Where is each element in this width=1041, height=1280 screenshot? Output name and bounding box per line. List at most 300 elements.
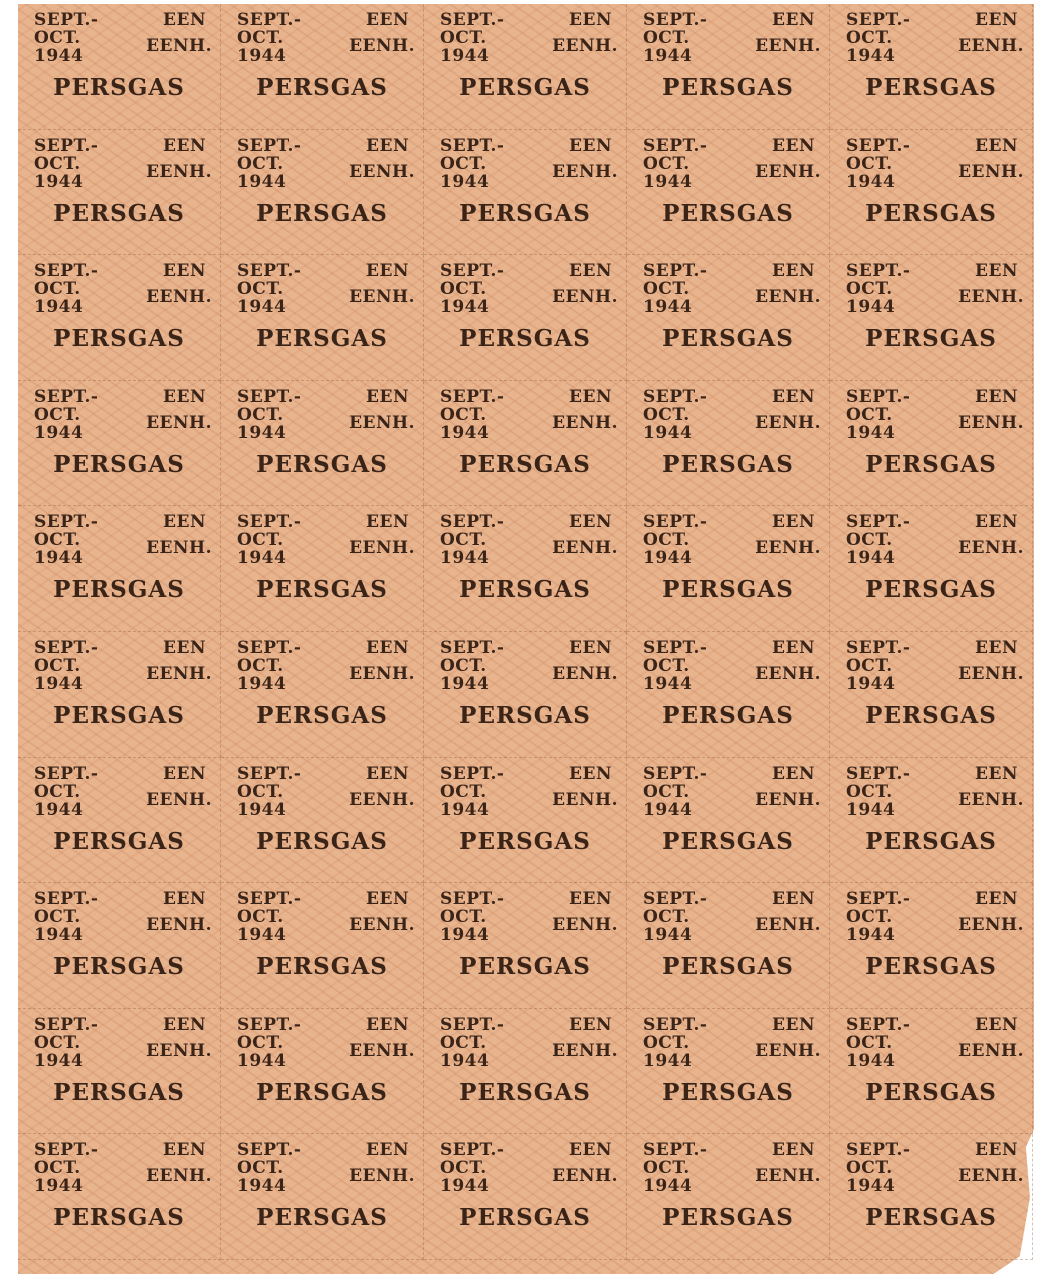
- coupon-title: PERSGAS: [662, 1078, 794, 1106]
- coupon-month-end: OCT.: [34, 1158, 81, 1179]
- coupon-year: 1944: [34, 1050, 84, 1071]
- coupon: [424, 1134, 627, 1260]
- coupon-title: PERSGAS: [865, 74, 997, 101]
- coupon-unit-label: EENH.: [146, 287, 212, 308]
- coupon-unit-label: EENH.: [146, 412, 212, 433]
- coupon-month-start: SEPT.-: [237, 512, 302, 533]
- coupon-month-end: OCT.: [846, 907, 893, 928]
- coupon-month-end: OCT.: [846, 530, 893, 551]
- coupon-title: PERSGAS: [459, 450, 591, 478]
- coupon-unit-label: EENH.: [958, 161, 1024, 182]
- coupon-unit-count: EEN: [569, 1140, 612, 1161]
- coupon-month-start: SEPT.-: [643, 1014, 708, 1035]
- coupon-year: 1944: [643, 1050, 693, 1071]
- coupon: [221, 1009, 424, 1135]
- coupon-title: PERSGAS: [53, 199, 185, 227]
- coupon-month-end: OCT.: [237, 530, 284, 551]
- coupon: [221, 883, 424, 1009]
- coupon-unit-count: EEN: [569, 386, 612, 407]
- coupon: [221, 255, 424, 381]
- coupon-month-start: SEPT.-: [846, 637, 911, 658]
- coupon-title: PERSGAS: [865, 199, 997, 227]
- coupon-month-end: OCT.: [237, 1032, 284, 1053]
- coupon-year: 1944: [440, 925, 490, 946]
- coupon-year: 1944: [846, 925, 896, 946]
- coupon-month-start: SEPT.-: [643, 10, 708, 30]
- coupon-unit-count: EEN: [975, 386, 1018, 407]
- coupon-month-end: OCT.: [440, 1032, 487, 1053]
- coupon-unit-label: EENH.: [552, 915, 618, 936]
- coupon-unit-label: EENH.: [552, 1166, 618, 1187]
- coupon-year: 1944: [846, 799, 896, 820]
- coupon-unit-count: EEN: [163, 1014, 206, 1035]
- coupon-title: PERSGAS: [256, 450, 388, 478]
- coupon-year: 1944: [440, 46, 490, 66]
- coupon-unit-count: EEN: [975, 1140, 1018, 1161]
- coupon-year: 1944: [237, 422, 287, 443]
- coupon-title: PERSGAS: [662, 827, 794, 855]
- coupon-unit-label: EENH.: [958, 1040, 1024, 1061]
- coupon-unit-label: EENH.: [755, 538, 821, 559]
- coupon-month-end: OCT.: [237, 907, 284, 928]
- coupon-unit-label: EENH.: [146, 161, 212, 182]
- coupon-title: PERSGAS: [459, 199, 591, 227]
- coupon: [424, 632, 627, 758]
- coupon-month-start: SEPT.-: [237, 763, 302, 784]
- coupon-year: 1944: [237, 799, 287, 820]
- coupon-unit-label: EENH.: [958, 663, 1024, 684]
- coupon-year: 1944: [237, 925, 287, 946]
- coupon-month-end: OCT.: [34, 907, 81, 928]
- coupon-unit-count: EEN: [569, 135, 612, 156]
- coupon-unit-label: EENH.: [146, 663, 212, 684]
- coupon-month-start: SEPT.-: [237, 261, 302, 282]
- coupon-month-end: OCT.: [34, 655, 81, 676]
- coupon-unit-label: EENH.: [755, 36, 821, 56]
- coupon-grid: [18, 4, 1034, 1260]
- coupon: [627, 632, 830, 758]
- coupon-month-end: OCT.: [440, 530, 487, 551]
- coupon: [627, 381, 830, 507]
- coupon-unit-count: EEN: [772, 1014, 815, 1035]
- coupon-year: 1944: [846, 1176, 896, 1197]
- coupon-unit-label: EENH.: [958, 1166, 1024, 1187]
- coupon-title: PERSGAS: [459, 701, 591, 729]
- coupon-month-end: OCT.: [846, 404, 893, 425]
- coupon-title: PERSGAS: [662, 953, 794, 981]
- coupon-year: 1944: [34, 799, 84, 820]
- coupon-month-end: OCT.: [237, 1158, 284, 1179]
- coupon-title: PERSGAS: [865, 1204, 997, 1232]
- coupon-unit-label: EENH.: [146, 36, 212, 56]
- coupon: [830, 255, 1033, 381]
- coupon-unit-count: EEN: [163, 135, 206, 156]
- coupon-year: 1944: [643, 925, 693, 946]
- coupon: [627, 255, 830, 381]
- coupon: [221, 758, 424, 884]
- coupon-month-end: OCT.: [846, 279, 893, 300]
- coupon: [424, 255, 627, 381]
- coupon-month-end: OCT.: [643, 28, 690, 48]
- coupon-year: 1944: [846, 297, 896, 318]
- coupon: [830, 381, 1033, 507]
- coupon-unit-count: EEN: [569, 10, 612, 30]
- coupon-title: PERSGAS: [662, 199, 794, 227]
- coupon-unit-count: EEN: [366, 763, 409, 784]
- coupon-title: PERSGAS: [53, 325, 185, 353]
- coupon-title: PERSGAS: [256, 953, 388, 981]
- coupon-unit-count: EEN: [163, 889, 206, 910]
- coupon-unit-count: EEN: [366, 1014, 409, 1035]
- coupon-month-end: OCT.: [846, 28, 893, 48]
- coupon-month-start: SEPT.-: [643, 763, 708, 784]
- coupon: [221, 130, 424, 256]
- coupon-unit-count: EEN: [975, 135, 1018, 156]
- coupon-month-end: OCT.: [846, 655, 893, 676]
- coupon-title: PERSGAS: [256, 1204, 388, 1232]
- coupon-title: PERSGAS: [459, 74, 591, 101]
- coupon-month-start: SEPT.-: [643, 386, 708, 407]
- coupon-year: 1944: [643, 422, 693, 443]
- coupon-unit-label: EENH.: [552, 161, 618, 182]
- coupon-month-end: OCT.: [643, 1158, 690, 1179]
- coupon-title: PERSGAS: [256, 74, 388, 101]
- coupon-year: 1944: [440, 673, 490, 694]
- coupon-unit-label: EENH.: [349, 663, 415, 684]
- coupon-unit-count: EEN: [772, 889, 815, 910]
- coupon-title: PERSGAS: [459, 1204, 591, 1232]
- coupon-month-start: SEPT.-: [846, 1140, 911, 1161]
- coupon-unit-count: EEN: [569, 1014, 612, 1035]
- coupon-year: 1944: [846, 673, 896, 694]
- coupon: [18, 506, 221, 632]
- coupon: [627, 758, 830, 884]
- coupon-unit-count: EEN: [366, 637, 409, 658]
- coupon-title: PERSGAS: [865, 576, 997, 604]
- coupon-title: PERSGAS: [662, 450, 794, 478]
- coupon-month-end: OCT.: [643, 279, 690, 300]
- coupon-month-start: SEPT.-: [846, 261, 911, 282]
- coupon-month-start: SEPT.-: [440, 10, 505, 30]
- coupon-unit-label: EENH.: [552, 36, 618, 56]
- coupon-unit-label: EENH.: [146, 538, 212, 559]
- coupon-title: PERSGAS: [256, 576, 388, 604]
- coupon-month-end: OCT.: [34, 279, 81, 300]
- coupon-title: PERSGAS: [53, 827, 185, 855]
- coupon-month-end: OCT.: [440, 28, 487, 48]
- coupon-unit-label: EENH.: [349, 789, 415, 810]
- coupon-month-start: SEPT.-: [846, 386, 911, 407]
- coupon-year: 1944: [643, 297, 693, 318]
- coupon-month-end: OCT.: [237, 28, 284, 48]
- coupon-year: 1944: [237, 1176, 287, 1197]
- coupon: [424, 4, 627, 130]
- coupon-year: 1944: [34, 422, 84, 443]
- coupon-year: 1944: [846, 46, 896, 66]
- coupon-year: 1944: [846, 1050, 896, 1071]
- coupon-month-end: OCT.: [237, 781, 284, 802]
- coupon: [627, 1009, 830, 1135]
- coupon-unit-count: EEN: [569, 763, 612, 784]
- coupon-title: PERSGAS: [865, 325, 997, 353]
- coupon: [830, 632, 1033, 758]
- coupon: [424, 381, 627, 507]
- coupon-unit-count: EEN: [163, 261, 206, 282]
- coupon-unit-count: EEN: [163, 10, 206, 30]
- coupon-unit-label: EENH.: [755, 1040, 821, 1061]
- coupon-title: PERSGAS: [459, 325, 591, 353]
- coupon-month-start: SEPT.-: [34, 261, 99, 282]
- coupon-unit-count: EEN: [975, 889, 1018, 910]
- coupon-month-end: OCT.: [237, 404, 284, 425]
- coupon-month-start: SEPT.-: [846, 512, 911, 533]
- coupon-month-end: OCT.: [440, 279, 487, 300]
- coupon-unit-count: EEN: [366, 386, 409, 407]
- coupon-year: 1944: [643, 46, 693, 66]
- coupon-unit-count: EEN: [163, 386, 206, 407]
- coupon: [627, 1134, 830, 1260]
- coupon-month-start: SEPT.-: [34, 1140, 99, 1161]
- coupon-month-start: SEPT.-: [237, 1140, 302, 1161]
- coupon-year: 1944: [643, 171, 693, 192]
- coupon-unit-count: EEN: [366, 135, 409, 156]
- coupon-month-start: SEPT.-: [440, 1140, 505, 1161]
- coupon-unit-label: EENH.: [958, 287, 1024, 308]
- coupon-month-start: SEPT.-: [34, 889, 99, 910]
- coupon-unit-count: EEN: [772, 135, 815, 156]
- coupon-unit-label: EENH.: [755, 915, 821, 936]
- coupon-month-start: SEPT.-: [643, 1140, 708, 1161]
- coupon-year: 1944: [237, 548, 287, 569]
- coupon-year: 1944: [440, 171, 490, 192]
- coupon-year: 1944: [34, 673, 84, 694]
- coupon-unit-count: EEN: [366, 261, 409, 282]
- coupon-title: PERSGAS: [662, 74, 794, 101]
- coupon: [627, 130, 830, 256]
- coupon-unit-count: EEN: [975, 10, 1018, 30]
- coupon-unit-label: EENH.: [146, 1040, 212, 1061]
- coupon-unit-label: EENH.: [755, 789, 821, 810]
- coupon: [830, 130, 1033, 256]
- coupon-unit-count: EEN: [366, 512, 409, 533]
- coupon-year: 1944: [643, 799, 693, 820]
- coupon: [830, 1134, 1033, 1260]
- coupon-unit-count: EEN: [772, 386, 815, 407]
- coupon-month-start: SEPT.-: [643, 512, 708, 533]
- coupon: [424, 758, 627, 884]
- coupon: [627, 4, 830, 130]
- coupon: [18, 4, 221, 130]
- coupon-unit-label: EENH.: [349, 412, 415, 433]
- coupon-year: 1944: [643, 1176, 693, 1197]
- coupon-month-end: OCT.: [846, 153, 893, 174]
- coupon-unit-label: EENH.: [552, 412, 618, 433]
- coupon: [424, 1009, 627, 1135]
- coupon-unit-label: EENH.: [958, 915, 1024, 936]
- coupon-unit-label: EENH.: [146, 915, 212, 936]
- coupon-unit-label: EENH.: [958, 789, 1024, 810]
- coupon-month-start: SEPT.-: [643, 261, 708, 282]
- coupon-title: PERSGAS: [256, 1078, 388, 1106]
- coupon-unit-label: EENH.: [755, 412, 821, 433]
- coupon-unit-count: EEN: [163, 1140, 206, 1161]
- coupon-month-start: SEPT.-: [846, 1014, 911, 1035]
- coupon-month-end: OCT.: [440, 907, 487, 928]
- coupon-unit-count: EEN: [366, 889, 409, 910]
- coupon-month-end: OCT.: [440, 404, 487, 425]
- coupon: [18, 632, 221, 758]
- coupon-title: PERSGAS: [459, 1078, 591, 1106]
- coupon-year: 1944: [34, 925, 84, 946]
- coupon-month-start: SEPT.-: [440, 386, 505, 407]
- coupon-unit-label: EENH.: [755, 1166, 821, 1187]
- coupon-month-start: SEPT.-: [643, 135, 708, 156]
- coupon-title: PERSGAS: [662, 576, 794, 604]
- coupon-year: 1944: [440, 297, 490, 318]
- coupon-month-start: SEPT.-: [846, 889, 911, 910]
- coupon-title: PERSGAS: [662, 701, 794, 729]
- coupon-month-start: SEPT.-: [34, 386, 99, 407]
- coupon-unit-count: EEN: [569, 512, 612, 533]
- coupon-month-end: OCT.: [643, 153, 690, 174]
- coupon-unit-label: EENH.: [958, 412, 1024, 433]
- coupon-title: PERSGAS: [459, 827, 591, 855]
- coupon-unit-label: EENH.: [349, 36, 415, 56]
- coupon-year: 1944: [237, 297, 287, 318]
- coupon-title: PERSGAS: [662, 325, 794, 353]
- coupon-month-end: OCT.: [34, 781, 81, 802]
- coupon-title: PERSGAS: [256, 325, 388, 353]
- coupon-month-start: SEPT.-: [643, 889, 708, 910]
- coupon-unit-label: EENH.: [146, 789, 212, 810]
- coupon-unit-count: EEN: [975, 261, 1018, 282]
- coupon-month-start: SEPT.-: [34, 512, 99, 533]
- coupon-unit-count: EEN: [366, 1140, 409, 1161]
- coupon-month-end: OCT.: [643, 1032, 690, 1053]
- coupon: [221, 506, 424, 632]
- coupon-month-end: OCT.: [643, 530, 690, 551]
- coupon-month-end: OCT.: [440, 781, 487, 802]
- coupon-unit-label: EENH.: [755, 287, 821, 308]
- coupon-title: PERSGAS: [256, 199, 388, 227]
- coupon-title: PERSGAS: [53, 953, 185, 981]
- coupon-month-end: OCT.: [846, 1032, 893, 1053]
- coupon-year: 1944: [34, 548, 84, 569]
- coupon-title: PERSGAS: [865, 953, 997, 981]
- coupon-month-end: OCT.: [237, 655, 284, 676]
- coupon-unit-label: EENH.: [552, 1040, 618, 1061]
- coupon-unit-count: EEN: [975, 512, 1018, 533]
- coupon-title: PERSGAS: [459, 953, 591, 981]
- coupon: [221, 1134, 424, 1260]
- coupon-month-start: SEPT.-: [846, 763, 911, 784]
- coupon-unit-count: EEN: [772, 261, 815, 282]
- coupon-year: 1944: [34, 171, 84, 192]
- coupon-month-start: SEPT.-: [237, 10, 302, 30]
- coupon-unit-label: EENH.: [349, 1040, 415, 1061]
- coupon-month-end: OCT.: [846, 1158, 893, 1179]
- coupon-month-end: OCT.: [440, 655, 487, 676]
- coupon-year: 1944: [237, 46, 287, 66]
- coupon: [627, 506, 830, 632]
- coupon-title: PERSGAS: [53, 576, 185, 604]
- coupon-month-end: OCT.: [34, 153, 81, 174]
- coupon: [221, 381, 424, 507]
- coupon-month-end: OCT.: [440, 153, 487, 174]
- coupon-unit-count: EEN: [975, 763, 1018, 784]
- coupon-title: PERSGAS: [865, 827, 997, 855]
- coupon-year: 1944: [846, 548, 896, 569]
- coupon-unit-count: EEN: [569, 889, 612, 910]
- coupon-month-end: OCT.: [34, 1032, 81, 1053]
- coupon-year: 1944: [440, 1050, 490, 1071]
- coupon-unit-count: EEN: [569, 261, 612, 282]
- coupon-month-start: SEPT.-: [643, 637, 708, 658]
- coupon-year: 1944: [34, 297, 84, 318]
- coupon-title: PERSGAS: [256, 701, 388, 729]
- coupon-month-end: OCT.: [846, 781, 893, 802]
- coupon: [18, 381, 221, 507]
- coupon-month-start: SEPT.-: [440, 637, 505, 658]
- coupon: [830, 758, 1033, 884]
- coupon-unit-label: EENH.: [349, 538, 415, 559]
- coupon-title: PERSGAS: [865, 701, 997, 729]
- coupon: [424, 506, 627, 632]
- coupon-month-start: SEPT.-: [846, 10, 911, 30]
- coupon-month-end: OCT.: [34, 530, 81, 551]
- coupon: [18, 883, 221, 1009]
- coupon-month-start: SEPT.-: [34, 135, 99, 156]
- coupon-month-start: SEPT.-: [34, 637, 99, 658]
- coupon: [221, 4, 424, 130]
- coupon-unit-count: EEN: [163, 637, 206, 658]
- coupon: [830, 506, 1033, 632]
- coupon-unit-label: EENH.: [349, 1166, 415, 1187]
- coupon-title: PERSGAS: [53, 74, 185, 101]
- coupon-title: PERSGAS: [53, 701, 185, 729]
- coupon-title: PERSGAS: [865, 450, 997, 478]
- coupon-year: 1944: [237, 1050, 287, 1071]
- coupon-month-start: SEPT.-: [440, 889, 505, 910]
- coupon: [830, 883, 1033, 1009]
- coupon: [424, 883, 627, 1009]
- coupon-month-start: SEPT.-: [846, 135, 911, 156]
- coupon-title: PERSGAS: [53, 1078, 185, 1106]
- coupon-month-start: SEPT.-: [34, 1014, 99, 1035]
- coupon: [830, 1009, 1033, 1135]
- coupon-unit-label: EENH.: [146, 1166, 212, 1187]
- coupon-month-end: OCT.: [34, 28, 81, 48]
- coupon-year: 1944: [846, 422, 896, 443]
- coupon-month-end: OCT.: [643, 907, 690, 928]
- coupon-year: 1944: [440, 799, 490, 820]
- coupon-month-start: SEPT.-: [440, 1014, 505, 1035]
- coupon-year: 1944: [643, 548, 693, 569]
- coupon-month-end: OCT.: [643, 655, 690, 676]
- coupon-unit-label: EENH.: [349, 161, 415, 182]
- coupon-year: 1944: [34, 1176, 84, 1197]
- coupon-month-start: SEPT.-: [440, 135, 505, 156]
- coupon-month-start: SEPT.-: [237, 889, 302, 910]
- coupon: [627, 883, 830, 1009]
- coupon-unit-count: EEN: [975, 637, 1018, 658]
- coupon-year: 1944: [440, 548, 490, 569]
- coupon-title: PERSGAS: [865, 1078, 997, 1106]
- coupon-unit-label: EENH.: [755, 161, 821, 182]
- coupon: [424, 130, 627, 256]
- coupon-month-start: SEPT.-: [237, 135, 302, 156]
- coupon-unit-count: EEN: [772, 1140, 815, 1161]
